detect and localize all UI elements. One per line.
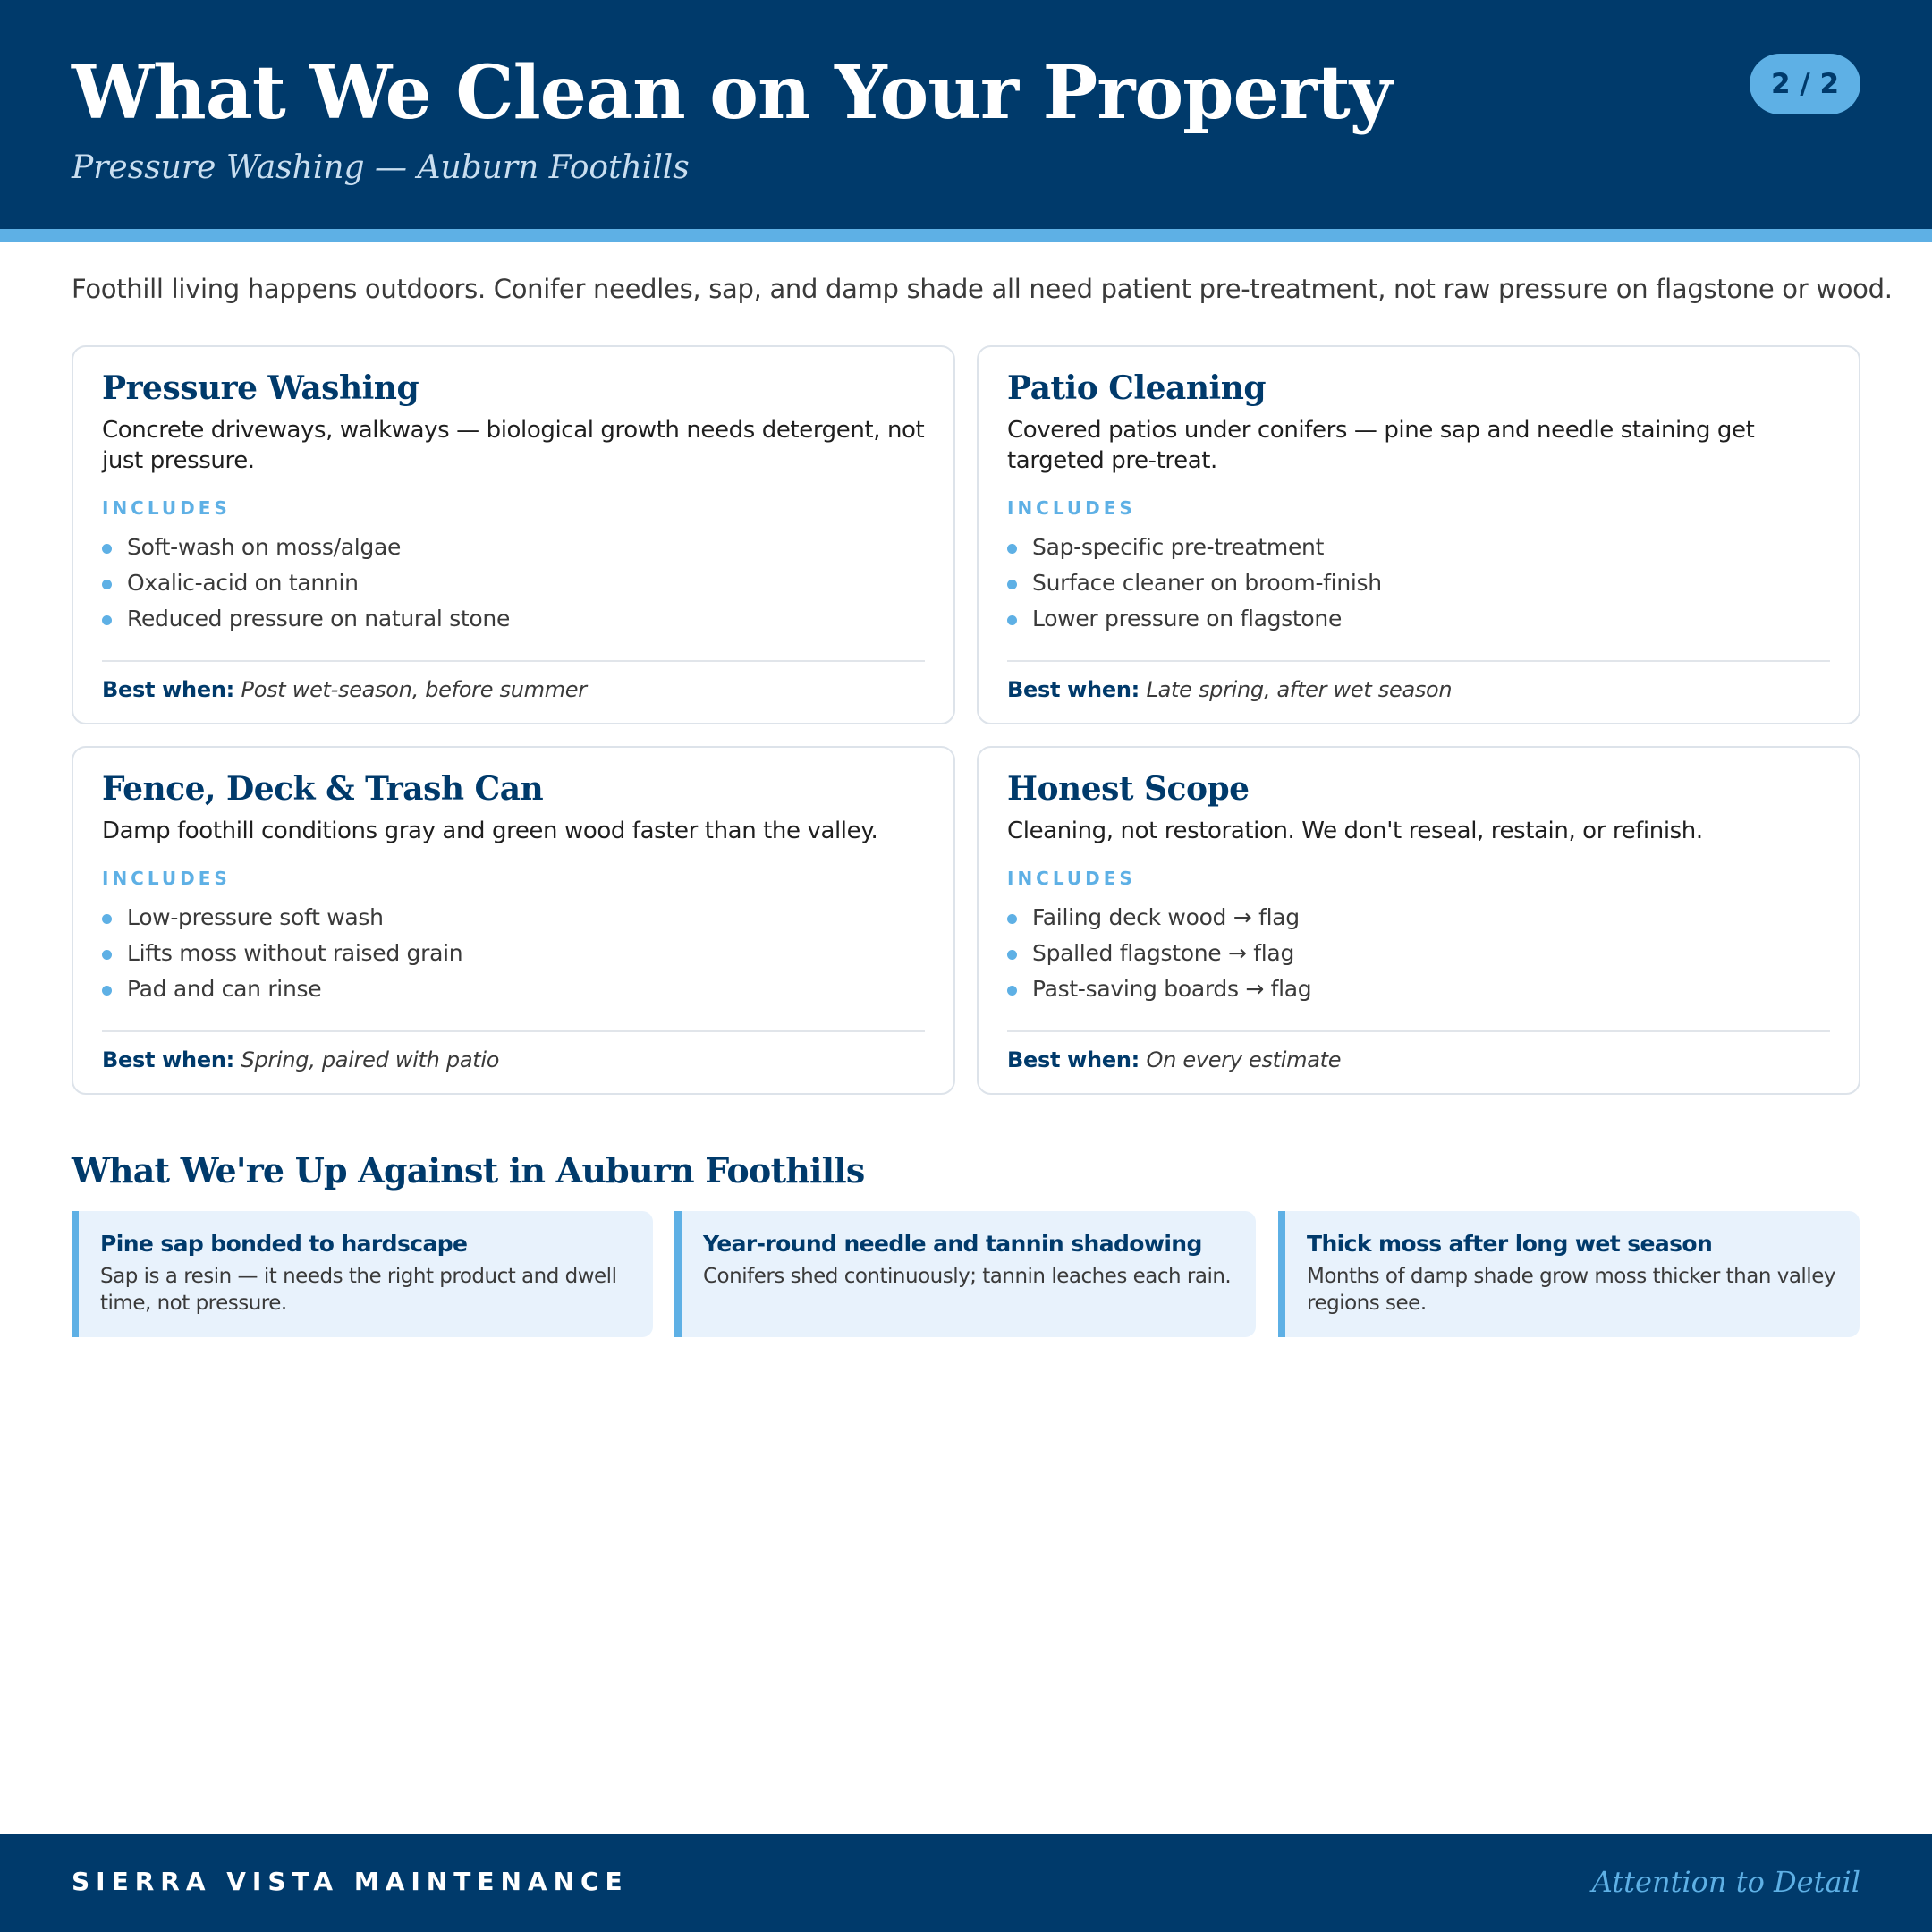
page-title: What We Clean on Your Property (72, 50, 1392, 136)
service-card-title: Pressure Washing (102, 369, 419, 407)
best-when-row (1007, 1030, 1830, 1075)
best-when-value: Post wet-season, before summer (241, 677, 587, 702)
best-when-label: Best when: (102, 677, 234, 702)
includes-list (102, 900, 925, 1007)
includes-item-text: Pad and can rinse (127, 976, 322, 1002)
includes-item (102, 565, 925, 601)
challenge-title: Year-round needle and tannin shadowing (703, 1231, 1202, 1257)
bullet-dot-icon (1007, 615, 1017, 625)
bullet-dot-icon (102, 580, 112, 589)
includes-item-text: Soft-wash on moss/algae (127, 534, 402, 560)
bullet-dot-icon (102, 950, 112, 960)
challenge-title: Pine sap bonded to hardscape (100, 1231, 468, 1257)
includes-item-text: Reduced pressure on natural stone (127, 606, 511, 631)
includes-item-text: Spalled flagstone → flag (1032, 940, 1295, 966)
includes-list (1007, 530, 1830, 637)
service-card-description: Concrete driveways, walkways — biological growth needs detergent, not just pressure. (102, 417, 925, 474)
page-header (0, 0, 1932, 229)
best-when-value: Spring, paired with patio (241, 1047, 500, 1072)
service-card-description: Covered patios under conifers — pine sap and needle staining get targeted pre-treat. (1007, 417, 1755, 474)
challenge-description: Sap is a resin — it needs the right product and dwell time, not pressure. (100, 1265, 617, 1315)
includes-item-text: Lifts moss without raised grain (127, 940, 463, 966)
includes-item (1007, 530, 1830, 565)
challenges-section-heading: What We're Up Against in Auburn Foothills (72, 1150, 865, 1191)
challenge-title: Thick moss after long wet season (1307, 1231, 1713, 1257)
bullet-dot-icon (1007, 914, 1017, 924)
includes-item-text: Surface cleaner on broom-finish (1032, 570, 1382, 596)
includes-item (102, 601, 925, 637)
includes-item-text: Oxalic-acid on tannin (127, 570, 359, 596)
page-indicator-badge: 2 / 2 (1750, 54, 1860, 114)
includes-item-text: Past-saving boards → flag (1032, 976, 1312, 1002)
best-when-label: Best when: (1007, 677, 1140, 702)
bullet-dot-icon (1007, 986, 1017, 996)
service-card-title: Patio Cleaning (1007, 369, 1267, 407)
service-card-fence-deck-trash-can (72, 746, 955, 1095)
company-tagline: Attention to Detail (1591, 1865, 1860, 1899)
best-when-label: Best when: (1007, 1047, 1140, 1072)
bullet-dot-icon (102, 914, 112, 924)
includes-label: INCLUDES (102, 868, 231, 889)
best-when-value: On every estimate (1146, 1047, 1342, 1072)
challenge-description: Conifers shed continuously; tannin leaches each rain. (703, 1265, 1232, 1288)
service-card-honest-scope (977, 746, 1860, 1095)
service-card-pressure-washing (72, 345, 955, 724)
bullet-dot-icon (102, 544, 112, 554)
includes-item (102, 971, 925, 1007)
includes-item (1007, 936, 1830, 971)
includes-item (102, 530, 925, 565)
includes-item-text: Failing deck wood → flag (1032, 904, 1300, 930)
includes-list (1007, 900, 1830, 1007)
includes-item (1007, 565, 1830, 601)
challenge-callout (1278, 1211, 1860, 1337)
page-subtitle: Pressure Washing — Auburn Foothills (72, 149, 690, 186)
includes-item (1007, 601, 1830, 637)
bullet-dot-icon (1007, 544, 1017, 554)
includes-item-text: Lower pressure on flagstone (1032, 606, 1343, 631)
header-accent-stripe (0, 229, 1932, 242)
includes-item (1007, 971, 1830, 1007)
includes-item (1007, 900, 1830, 936)
includes-item (102, 936, 925, 971)
best-when-row (1007, 660, 1830, 705)
includes-label: INCLUDES (1007, 497, 1136, 519)
intro-text: Foothill living happens outdoors. Conifer needles, sap, and damp shade all need patient pre-treatment, not raw pressure on flagstone or wood. (72, 274, 1893, 304)
includes-label: INCLUDES (1007, 868, 1136, 889)
service-card-title: Fence, Deck & Trash Can (102, 770, 544, 808)
includes-item-text: Low-pressure soft wash (127, 904, 384, 930)
includes-list (102, 530, 925, 637)
includes-item-text: Sap-specific pre-treatment (1032, 534, 1325, 560)
best-when-row (102, 1030, 925, 1075)
best-when-value: Late spring, after wet season (1146, 677, 1453, 702)
includes-label: INCLUDES (102, 497, 231, 519)
best-when-label: Best when: (102, 1047, 234, 1072)
bullet-dot-icon (1007, 950, 1017, 960)
bullet-dot-icon (102, 986, 112, 996)
includes-item (102, 900, 925, 936)
bullet-dot-icon (102, 615, 112, 625)
challenge-callout (674, 1211, 1256, 1337)
service-card-description: Damp foothill conditions gray and green wood faster than the valley. (102, 818, 878, 844)
bullet-dot-icon (1007, 580, 1017, 589)
page-footer (0, 1834, 1932, 1932)
challenge-description: Months of damp shade grow moss thicker than valley regions see. (1307, 1265, 1835, 1315)
challenge-callout (72, 1211, 653, 1337)
best-when-row (102, 660, 925, 705)
service-card-title: Honest Scope (1007, 770, 1250, 808)
company-brand-name: SIERRA VISTA MAINTENANCE (72, 1867, 629, 1896)
service-card-description: Cleaning, not restoration. We don't reseal, restain, or refinish. (1007, 818, 1703, 844)
service-card-patio-cleaning (977, 345, 1860, 724)
